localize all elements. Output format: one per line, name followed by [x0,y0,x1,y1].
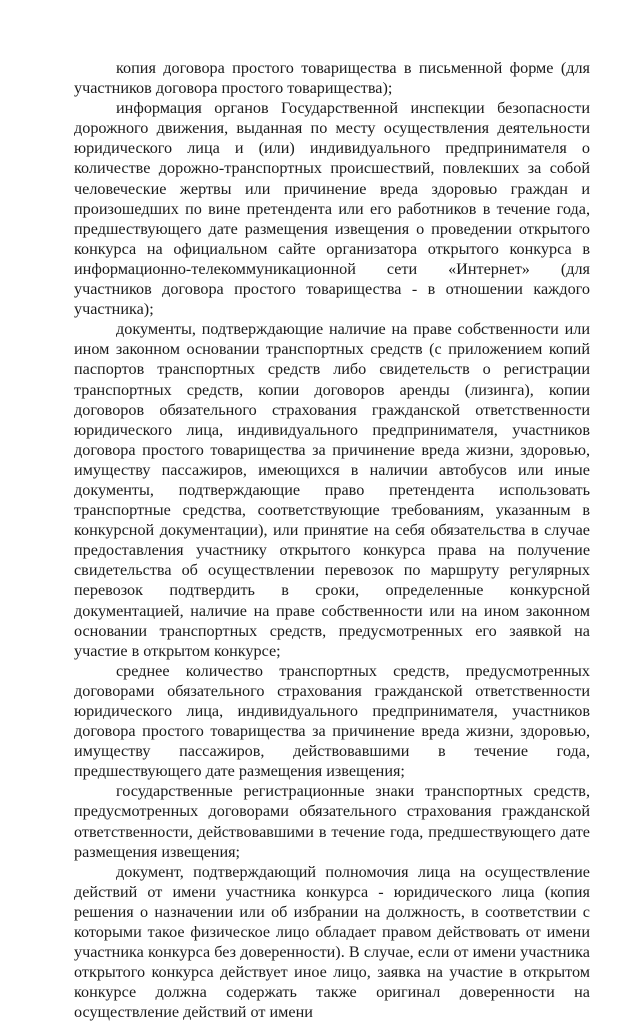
paragraph-traffic-inspection-info: информация органов Государственной инспекции безопасности дорожного движения, выданная по месту осуществления деятельности юридического лица и (или) индивидуального предпринимателя о количестве дорожно-транспортных происшествий, повлекших за собой человеческие жертвы или причинение вреда здоровью граждан и произошедших по вине претендента или его работников в течение года, предшествующего дате размещения извещения о проведении открытого конкурса на официальном сайте организатора открытого конкурса в информационно-телекоммуникационной сети «Интернет» (для участников договора простого товарищества - в отношении каждого участника); [74,99,590,319]
paragraph-authority-document: документ, подтверждающий полномочия лица на осуществление действий от имени участника конкурса - юридического лица (копия решения о назначении или об избрании на должность, в соответствии с которыми такое физическое лицо обладает правом действовать от имени участника конкурса без доверенности). В случае, если от имени участника открытого конкурса действует иное лицо, заявка на участие в открытом конкурсе должна содержать также оригинал доверенности на осуществление действий от имени [74,862,590,1022]
paragraph-registration-plates: государственные регистрационные знаки транспортных средств, предусмотренных договорами обязательного страхования гражданской ответственности, действовавшими в течение года, предшествующего дате размещения извещения; [74,782,590,861]
paragraph-vehicle-ownership-documents: документы, подтверждающие наличие на праве собственности или ином законном основании транспортных средств (с приложением копий паспортов транспортных средств либо свидетельств о регистрации транспортных средств, копии договоров аренды (лизинга), копии договоров обязательного страхования гражданской ответственности юридического лица, индивидуального предпринимателя, участников договора простого товарищества за причинение вреда жизни, здоровью, имуществу пассажиров, имеющихся в наличии автобусов или иные документы, подтверждающие право претендента использовать транспортные средства, соответствующие требованиям, указанным в конкурсной документации), или принятие на себя обязательства в случае предоставления участнику открытого конкурса права на получение свидетельства об осуществлении перевозок по маршруту регулярных перевозок подтвердить в сроки, определенные конкурсной документацией, наличие на праве собственности или на ином законном основании транспортных средств, предусмотренных его заявкой на участие в открытом конкурсе; [74,320,590,660]
paragraph-partnership-agreement-copy: копия договора простого товарищества в письменной форме (для участников договора простого товарищества); [74,59,590,98]
paragraph-average-vehicle-count: среднее количество транспортных средств, предусмотренных договорами обязательного страхования гражданской ответственности юридического лица, индивидуального предпринимателя, участников договора простого товарищества за причинение вреда жизни, здоровью, имуществу пассажиров, действовавшими в течение года, предшествующего дате размещения извещения; [74,661,590,781]
